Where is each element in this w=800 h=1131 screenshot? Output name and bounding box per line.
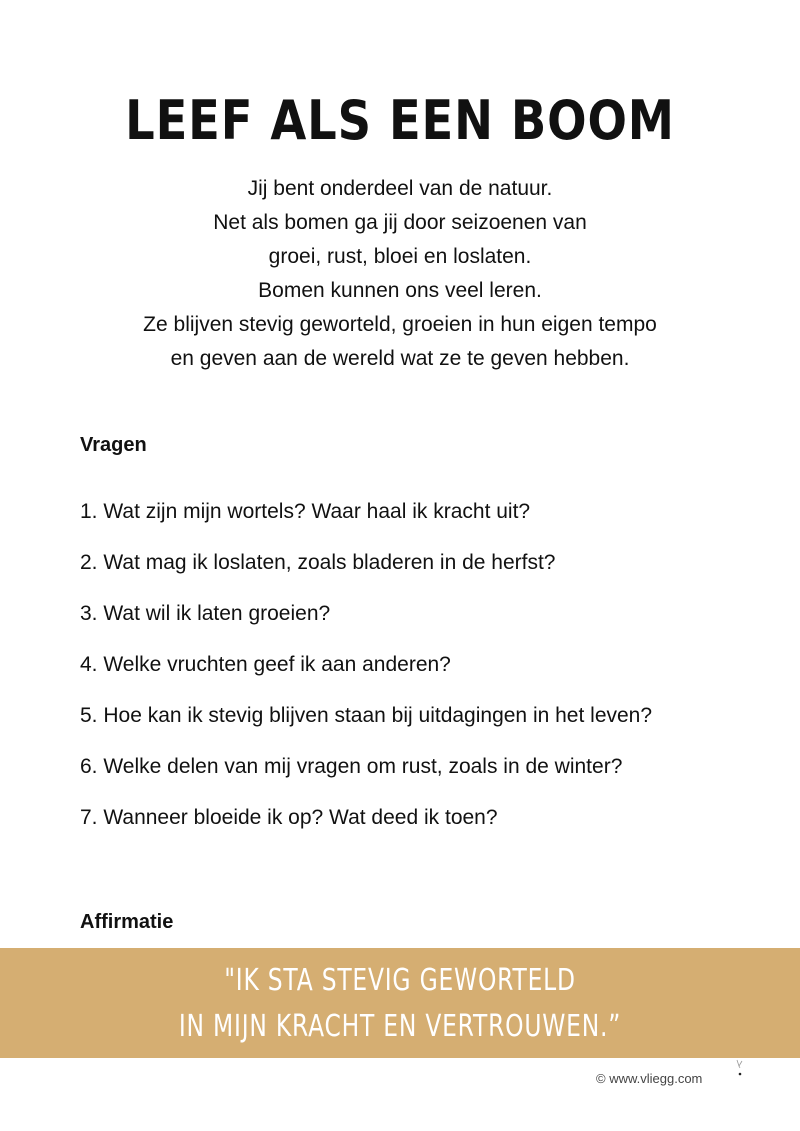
questions-list (80, 498, 652, 855)
affirmation-band (0, 948, 800, 1058)
affirmation-heading: Affirmatie (80, 911, 174, 933)
intro-line: Net als bomen ga jij door seizoenen van (213, 211, 587, 234)
question-item: 7. Wanneer bloeide ik op? Wat deed ik toen? (80, 806, 498, 829)
intro-line: Bomen kunnen ons veel leren. (258, 279, 542, 302)
intro-line: en geven aan de wereld wat ze te geven hebben. (170, 347, 630, 370)
question-item: 4. Welke vruchten geef ik aan anderen? (80, 653, 451, 676)
questions-heading: Vragen (80, 434, 147, 456)
intro-line: Ze blijven stevig geworteld, groeien in hun eigen tempo (143, 313, 657, 336)
question-item: 3. Wat wil ik laten groeien? (80, 602, 331, 625)
question-item: 1. Wat zijn mijn wortels? Waar haal ik kracht uit? (80, 500, 531, 523)
question-item: 5. Hoe kan ik stevig blijven staan bij uitdagingen in het leven? (80, 704, 653, 727)
question-item: 2. Wat mag ik loslaten, zoals bladeren in de herfst? (80, 551, 556, 574)
page-title: LEEF ALS EEN BOOM (125, 89, 675, 152)
butterfly-mark-icon (734, 1059, 746, 1077)
affirmation-line: "IK STA STEVIG GEWORTELD (224, 963, 576, 998)
footer (596, 1071, 702, 1086)
copyright-text: © www.vliegg.com (596, 1071, 703, 1086)
intro-text (0, 172, 800, 376)
question-item: 6. Welke delen van mij vragen om rust, zoals in de winter? (80, 755, 623, 778)
intro-line: Jij bent onderdeel van de natuur. (247, 177, 553, 200)
intro-line: groei, rust, bloei en loslaten. (268, 245, 532, 268)
affirmation-line: IN MIJN KRACHT EN VERTROUWEN.” (178, 1009, 622, 1044)
